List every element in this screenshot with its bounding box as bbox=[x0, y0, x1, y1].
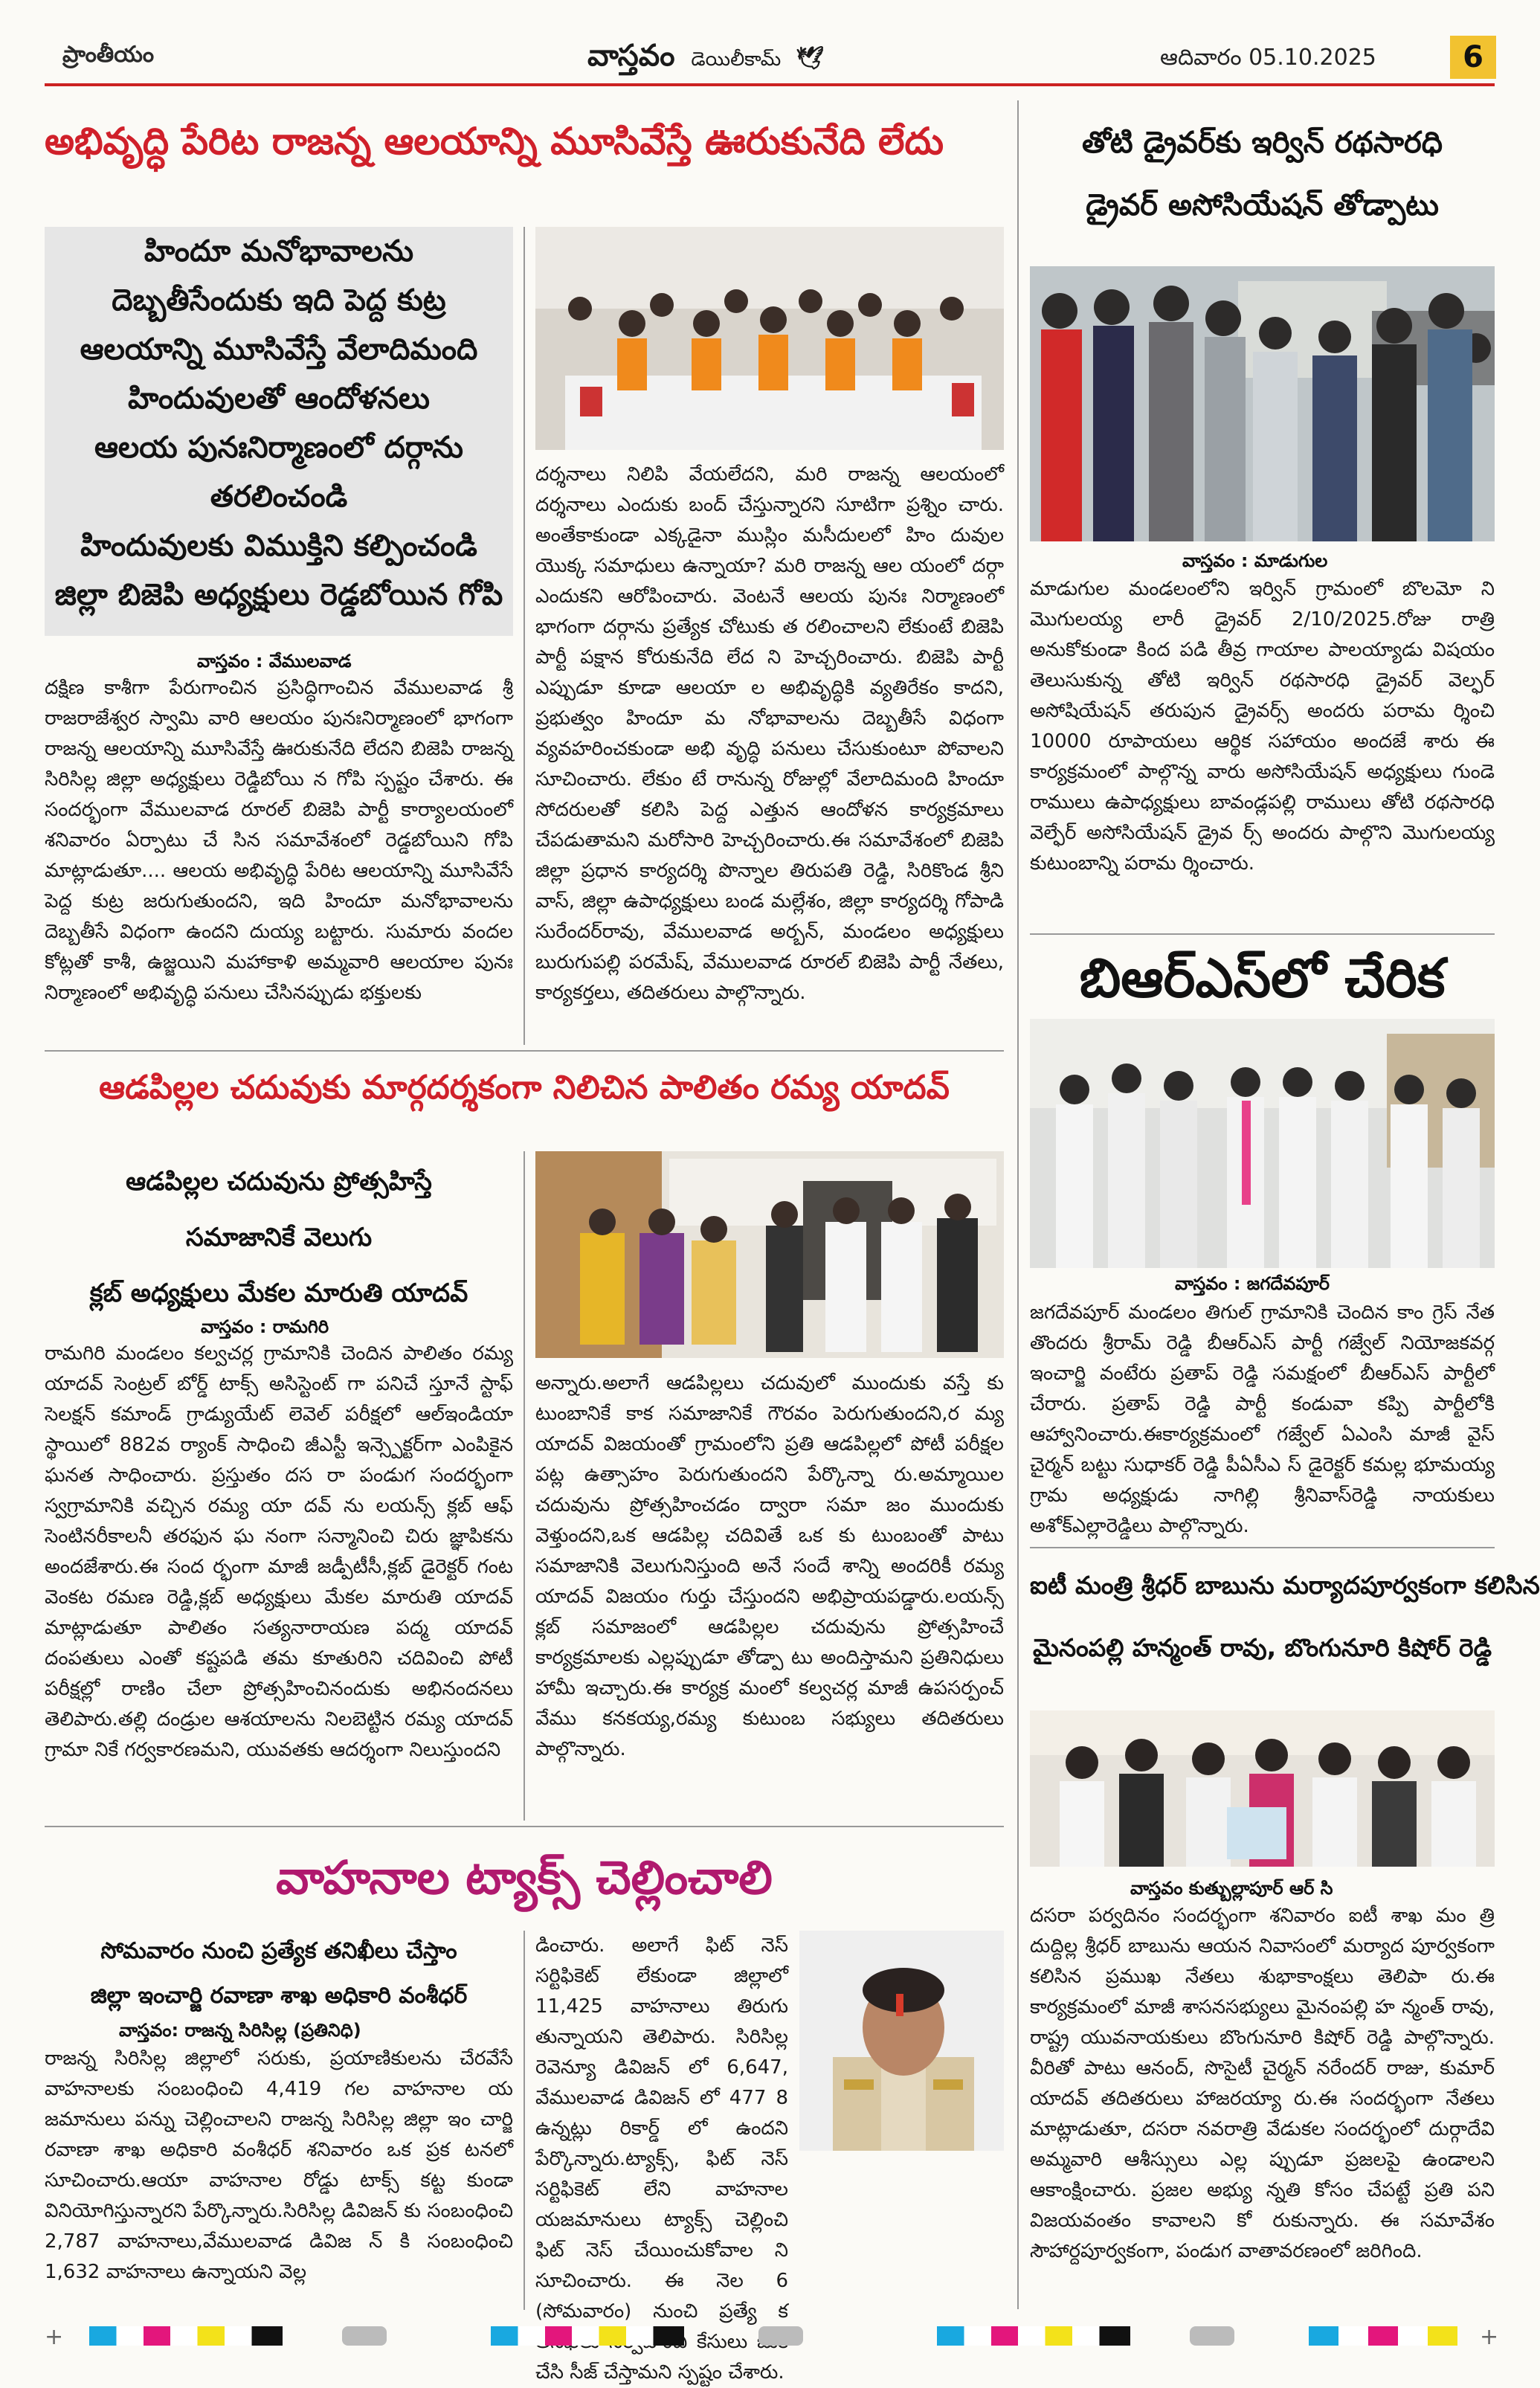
story2-photo bbox=[535, 1151, 1004, 1358]
story1-headline: అభివృద్ధి పేరిట రాజన్న ఆలయాన్ని మూసివేస్తే ఊరుకునేది లేదు bbox=[45, 120, 944, 163]
masthead-rule bbox=[45, 83, 1495, 86]
story2-subhead: ఆడపిల్లల చదువును ప్రోత్సహిస్తే bbox=[126, 1167, 432, 1197]
story6-photo bbox=[1030, 1710, 1495, 1867]
section-divider bbox=[45, 1826, 1004, 1827]
paper-subtitle: డెయిలీకామ్ bbox=[691, 48, 782, 71]
color-bar bbox=[491, 2326, 684, 2346]
gray-patch bbox=[758, 2326, 803, 2346]
story1-deck bbox=[45, 227, 513, 636]
story6-dateline: వాస్తవం కుత్బుల్లాపూర్ ఆర్ సి bbox=[1130, 1878, 1333, 1899]
story5-body: జగదేవపూర్ మండలం తిగుల్ గ్రామానికి చెందిన కాం గ్రెస్ నేత తొందరు శ్రీరామ్ రెడ్డి బీఆర్ఎస్ పార్టీ గజ్వేల్ నియోజకవర్గ ఇంచార్జి వంటేరు ప్రతాప్ రెడ్డి సమక్షంలో బీఆర్ఎస్ పార్టీలో చేరారు. ప్రతాప్ రెడ్డి పార్టీ కండువా కప్పి పార్టీలోకి ఆహ్వానించారు.ఈకార్యక్రమంలో గజ్వేల్ ఏఎంసి మాజీ వైస్ చైర్మన్ బట్టు సుధాకర్ రెడ్డి పీఏసీఎ స్ డైరెక్టర్ కమల్ల భూమయ్య గ్రామ అధ్యక్షుడు నాగిల్లి శ్రీనివాస్‌రెడ్డి నాయకులు అశోక్‌ఎల్లారెడ్డిలు పాల్గొన్నారు. bbox=[1030, 1301, 1495, 1537]
deck-line: హిందువులతో ఆందోళనలు bbox=[127, 382, 431, 416]
paper-title: వాస్తవం bbox=[587, 39, 675, 73]
bird-icon: 🕊 bbox=[796, 45, 825, 71]
gray-patch bbox=[1190, 2326, 1234, 2346]
deck-line: తరలించండి bbox=[210, 480, 348, 514]
deck-line: హిందూ మనోభావాలను bbox=[144, 234, 414, 268]
deck-line: ఆలయాన్ని మూసివేస్తే వేలాదిమంది bbox=[80, 332, 478, 367]
crop-mark: + bbox=[45, 2324, 64, 2350]
story1-body-col1: దక్షిణ కాశీగా పేరుగాంచిన ప్రసిద్ధిగాంచిన వేములవాడ శ్రీ రాజరాజేశ్వర స్వామి వారి ఆలయం పునఃనిర్మాణంలో భాగంగా రాజన్న ఆలయాన్ని మూసివేస్తే ఊరుకునేది లేదని బిజెపి రాజన్న సిరిసిల్ల జిల్లా అధ్యక్షులు రెడ్డిబోయి న గోపి స్పష్టం చేశారు. ఈ సందర్భంగా వేములవాడ రూరల్ బిజెపి పార్టీ కార్యాలయంలో శనివారం ఏర్పాటు చే సిన సమావేశంలో రెడ్డబోయిని గోపి మాట్లాడుతూ.... ఆలయ అభివృద్ధి పేరిట ఆలయాన్ని మూసివేసే పెద్ద కుట్ర జరుగుతుందని, ఇది హిందూ మనోభావాలను దెబ్బతీసే విధంగా ఉందని దుయ్య బట్టారు. సుమారు వందల కోట్లతో కాశీ, ఉజ్జయిని మహాకాళి అమ్మవారి ఆలయాల పునః నిర్మాణంలో అభివృద్ధి పనులు చేసినప్పుడు భక్తులకు bbox=[45, 677, 513, 1004]
deck-line: జిల్లా బిజెపి అధ్యక్షులు రెడ్డబోయిన గోపి bbox=[54, 578, 503, 612]
color-bar bbox=[1309, 2326, 1457, 2346]
story1-photo bbox=[535, 227, 1004, 450]
story3-photo bbox=[799, 1931, 1004, 2151]
deck-line: హిందువులకు విముక్తిని కల్పించండి bbox=[80, 529, 477, 563]
issue-date: ఆదివారం 05.10.2025 bbox=[1160, 45, 1376, 71]
story3-headline: వాహనాల ట్యాక్స్ చెల్లించాలి bbox=[276, 1850, 773, 1905]
headline-line: డ్రైవర్ అసోసియేషన్ తోడ్పాటు bbox=[1086, 188, 1439, 222]
column-divider bbox=[523, 1151, 525, 1821]
story5-photo bbox=[1030, 1019, 1495, 1268]
paper-name bbox=[587, 39, 824, 80]
story6-body: దసరా పర్వదినం సందర్భంగా శనివారం ఐటీ శాఖ మం త్రి దుద్దిల్ల శ్రీధర్ బాబును ఆయన నివాసంలో మర్యాద పూర్వకంగా కలిసిన ప్రముఖ నేతలు శుభాకాంక్షలు తెలిపా రు.ఈ కార్యక్రమంలో మాజీ శాసనసభ్యులు మైనంపల్లి హ న్మంత్ రావు, రాష్ట్ర యువనాయకులు బొంగునూరి కిషోర్ రెడ్డి పాల్గొన్నారు. వీరితో పాటు ఆనంద్, సొసైటీ చైర్మన్ నరేందర్ రాజు, కుమార్ యాదవ్ తదితరులు హాజరయ్యా రు.ఈ సందర్భంగా నేతలు మాట్లాడుతూ, దసరా నవరాత్రి వేడుకల సందర్భంలో దుర్గాదేవి అమ్మవారి ఆశీస్సులు ఎల్ల ప్పుడూ ప్రజలపై ఉండాలని ఆకాంక్షించారు. ప్రజల అభ్యు న్నతి కోసం చేపట్టే ప్రతి పని విజయవంతం కావాలని కో రుకున్నారు. ఈ సమావేశం సౌహార్దపూర్వకంగా, పండుగ వాతావరణంలో జరిగింది. bbox=[1030, 1905, 1495, 2262]
story2-body-col1: రామగిరి మండలం కల్వచర్ల గ్రామానికి చెందిన పాలితం రమ్య యాదవ్ సెంట్రల్ బోర్డ్ టాక్స్ అసిస్టెంట్ గా పనిచే స్తూనే స్టాఫ్ సెలక్షన్ కమాండ్ గ్రాడ్యుయేట్ లెవెల్ పరీక్షలో ఆల్ఇండియా స్థాయిలో 882వ ర్యాంక్ సాధించి జీఎస్టీ ఇన్స్పెక్టర్‌గా ఎంపికైన ఘనత సాధించారు. ప్రస్తుతం దస రా పండుగ సందర్భంగా స్వగ్రామానికి వచ్చిన రమ్య యా దవ్ ను లయన్స్ క్లబ్ ఆఫ్ సెంటినరీకాలనీ తరఫున ఘ నంగా సన్మానించి చిరు జ్ఞాపికను అందజేశారు.ఈ సంద ర్భంగా మాజీ జడ్పీటీసీ,క్లబ్ డైరెక్టర్ గంట వెంకట రమణ రెడ్డి,క్లబ్ అధ్యక్షులు మేకల మారుతి యాదవ్ మాట్లాడుతూ పాలితం సత్యనారాయణ పద్మ యాదవ్ దంపతులు ఎంతో కష్టపడి తమ కూతురిని చదివించి పోటీ పరీక్షల్లో రాణిం చేలా ప్రోత్సహించినందుకు అభినందనలు తెలిపారు.తల్లి దండ్రుల ఆశయాలను నిలబెట్టిన రమ్య యాదవ్ గ్రామా నికే గర్వకారణమని, యువతకు ఆదర్శంగా నిలుస్తుందని bbox=[45, 1342, 513, 1761]
story2-headline: ఆడపిల్లల చదువుకు మార్గదర్శకంగా నిలిచిన పాలితం రమ్య యాదవ్ bbox=[99, 1069, 950, 1107]
section-divider bbox=[1030, 1547, 1495, 1548]
column-divider bbox=[523, 1931, 525, 2310]
story4-photo bbox=[1030, 266, 1495, 541]
story3-dateline: వాస్తవం: రాజన్న సిరిసిల్ల (ప్రతినిధి) bbox=[119, 2020, 361, 2041]
story4-body: మాడుగుల మండలంలోని ఇర్విన్ గ్రామంలో బొలమో ని మొగులయ్య లారీ డ్రైవర్ 2/10/2025.రోజు రాత్రి అనుకోకుండా కింద పడి తీవ్ర గాయాల పాలయ్యాడు విషయం తెలుసుకున్న తోటి ఇర్విన్ రథసారధి డ్రైవర్ వెల్ఫర్ అసోషియేషన్ తరుపున డ్రైవర్స్ అందరు పరామ ర్శించి 10000 రూపాయలు ఆర్థిక సహాయం అందజే శారు ఈ కార్యక్రమంలో పాల్గొన్న వారు అసోసియేషన్ అధ్యక్షులు గుండె రాములు ఉపాధ్యక్షులు బావండ్లపల్లి రాములు తోటి రథసారధి వెల్ఫేర్ అసోసియేషన్ డ్రైవ ర్స్ అందరు పాల్గొని మొగులయ్య కుటుంబాన్ని పరామ ర్శించారు. bbox=[1030, 578, 1495, 875]
section-label: ప్రాంతీయం bbox=[62, 42, 155, 68]
story6-headline bbox=[1030, 1554, 1540, 1679]
story2-body-col2: అన్నారు.అలాగే ఆడపిల్లలు చదువులో ముందుకు వస్తే కు టుంబానికే కాక సమాజానికే గౌరవం పెరుగుతుందని,ర మ్య యాదవ్ విజయంతో గ్రామంలోని ప్రతి ఆడపిల్లలో పోటీ పరీక్షల పట్ల ఉత్సాహం పెరుగుతుందని పేర్కొన్నా రు.అమ్మాయిల చదువును ప్రోత్సహించడం ద్వారా సమా జం ముందుకు వెళ్తుందని,ఒక ఆడపిల్ల చదివితే ఒక కు టుంబంతో పాటు సమాజానికి వెలుగునిస్తుంది అనే సందే శాన్ని అందరికీ రమ్య యాదవ్ విజయం గుర్తు చేస్తుందని అభిప్రాయపడ్డారు.లయన్స్ క్లబ్ సమాజంలో ఆడపిల్లల చదువును ప్రోత్సహించే కార్యక్రమాలకు ఎల్లప్పుడూ తోడ్పా టు అందిస్తామని ప్రతినిధులు హామీ ఇచ్చారు.ఈ కార్యక్ర మంలో కల్వచర్ల మాజీ ఉపసర్పంచ్ వేము కనకయ్య,రమ్య కుటుంబ సభ్యులు తదితరులు పాల్గొన్నారు. bbox=[535, 1372, 1004, 1760]
story3-body-col2: డించారు. అలాగే ఫిట్ నెస్ సర్టిఫికెట్ లేకుండా జిల్లాలో 11,425 వాహనాలు తిరుగు తున్నాయని తెలిపారు. సిరిసిల్ల రెవెన్యూ డివిజన్ లో 6,647, వేములవాడ డివిజన్ లో 477 8 ఉన్నట్లు రికార్డ్ లో ఉందని పేర్కొన్నారు.ట్యాక్స్, ఫిట్ నెస్ సర్టిఫికెట్ లేని వాహనాల యజమానులు ట్యాక్స్ చెల్లించి ఫిట్ నెస్ చేయించుకోవాల ని సూచించారు. ఈ నెల 6 (సోమవారం) నుంచి ప్రత్యే క కేసులు చేసి సీజ్ చేస్తామని స్పష్టం చేశారు. bbox=[535, 1934, 788, 2384]
headline-line: ఐటీ మంత్రి శ్రీధర్ బాబును మర్యాదపూర్వకంగా కలిసిన bbox=[1030, 1571, 1540, 1600]
headline-line: మైనంపల్లి హన్మంత్ రావు, బొంగునూరి కిషోర్ రెడ్డి bbox=[1032, 1633, 1492, 1662]
story3-body-col1: రాజన్న సిరిసిల్ల జిల్లాలో సరుకు, ప్రయాణికులను చేరవేసే వాహనాలకు సంబంధించి 4,419 గల వాహనాల య జమానులు పన్ను చెల్లించాలని రాజన్న సిరిసిల్ల జిల్లా ఇం చార్జి రవాణా శాఖ అధికారి వంశీధర్ శనివారం ఒక ప్రక టనలో సూచించారు.ఆయా వాహనాల రోడ్డు టాక్స్ కట్ట కుండా వినియోగిస్తున్నారని పేర్కొన్నారు.సిరిసిల్ల డివిజన్ కు సంబంధించి 2,787 వాహనాలు,వేములవాడ డివిజ న్ కి సంబంధించి 1,632 వాహనాలు ఉన్నాయని వెల్ల bbox=[45, 2047, 513, 2283]
headline-line: తోటి డ్రైవర్‌కు ఇర్విన్ రథసారధి bbox=[1082, 126, 1443, 160]
deck-line: ఆలయ పునఃనిర్మాణంలో దర్గాను bbox=[94, 431, 463, 465]
story4-headline bbox=[1030, 112, 1495, 236]
column-divider bbox=[523, 227, 525, 1045]
story1-dateline: వాస్తవం : వేములవాడ bbox=[197, 651, 352, 672]
story2-subhead: క్లబ్ అధ్యక్షులు మేకల మారుతి యాదవ్ bbox=[89, 1278, 468, 1308]
column-divider bbox=[1017, 100, 1019, 2309]
story5-dateline: వాస్తవం : జగదేవపూర్ bbox=[1175, 1273, 1330, 1294]
gray-patch bbox=[342, 2326, 387, 2346]
story1-body-col2: దర్శనాలు నిలిపి వేయలేదని, మరి రాజన్న ఆలయంలో దర్శనాలు ఎందుకు బంద్ చేస్తున్నారని సూటిగా ప్రశ్నిం చారు. అంతేకాకుండా ఎక్కడైనా ముస్లిం మసీదులలో హిం దువుల యొక్క సమాధులు ఉన్నాయా? మరి రాజన్న ఆల యంలో దర్గా ఎందుకని ఆరోపించారు. వెంటనే ఆలయ పునః నిర్మాణంలో భాగంగా దర్గాను ప్రత్యేక చోటుకు త రలించాలని లేకుంటే బిజెపి పార్టీ పక్షాన కోరుకునేది లేద ని హెచ్చరించారు. బిజెపి పార్టీ ఎప్పుడూ కూడా ఆలయా ల అభివృద్ధికి వ్యతిరేకం కాదని, ప్రభుత్వం హిందూ మ నోభావాలను దెబ్బతీసే విధంగా వ్యవహరించకుండా అభి వృద్ధి పనులు చేసుకుంటూ పోవాలని సూచించారు. లేకుం టే రానున్న రోజుల్లో వేలాదిమంది హిందూ సోదరులతో కలిసి పెద్ద ఎత్తున ఆందోళన కార్యక్రమాలు చేపడుతామని మరోసారి హెచ్చరించారు.ఈ సమావేశంలో బిజెపి జిల్లా ప్రధాన కార్యదర్శి పొన్నాల తిరుపతి రెడ్డి, సిరికొండ శ్రీని వాస్, జిల్లా ఉపాధ్యక్షులు బండ మల్లేశం, జిల్లా కార్యదర్శి గోపాడి సురేందర్‌రావు, వేములవాడ అర్బన్, మండలం అధ్యక్షులు బురుగుపల్లి పరమేష్, వేములవాడ రూరల్ బిజెపి పార్టీ నేతలు, కార్యకర్తలు, తదితరులు పాల్గొన్నారు. bbox=[535, 463, 1004, 1004]
section-divider bbox=[1030, 933, 1495, 935]
color-bar bbox=[89, 2326, 283, 2346]
story3-subhead: సోమవారం నుంచి ప్రత్యేక తనిఖీలు చేస్తాం bbox=[100, 1938, 457, 1964]
page-number: 6 bbox=[1450, 36, 1496, 79]
section-divider bbox=[45, 1050, 1004, 1052]
story2-subhead: సమాజానికే వెలుగు bbox=[185, 1223, 373, 1252]
story3-subhead: జిల్లా ఇంచార్జి రవాణా శాఖ అధికారి వంశీధర్ bbox=[90, 1983, 468, 2009]
deck-line: దెబ్బతీసేందుకు ఇది పెద్ద కుట్ర bbox=[112, 283, 446, 318]
crop-mark: + bbox=[1480, 2324, 1499, 2350]
story5-headline: బిఆర్ఎస్‌లో చేరిక bbox=[1079, 947, 1446, 1009]
color-bar bbox=[937, 2326, 1130, 2346]
story2-dateline: వాస్తవం : రామగిరి bbox=[201, 1316, 329, 1337]
story4-dateline: వాస్తవం : మాడుగుల bbox=[1182, 550, 1328, 571]
